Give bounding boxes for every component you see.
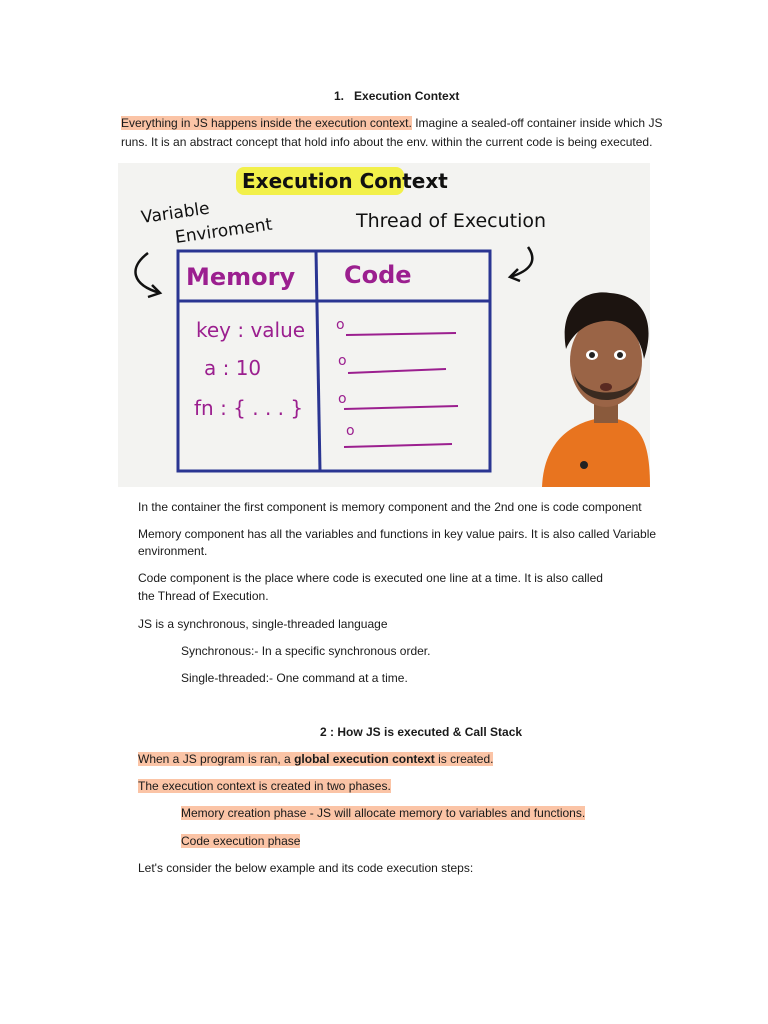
global-context-bold: global execution context (294, 752, 435, 766)
figure-title: Execution Context (242, 169, 448, 193)
intro-line-2: runs. It is an abstract concept that hold info about the env. within the current code is being executed. (121, 135, 653, 149)
paragraph-code-line-2: the Thread of Execution. (138, 589, 269, 603)
intro-rest: Imagine a sealed-off container inside which JS (411, 116, 663, 130)
thread-of-execution-label: Thread of Execution (356, 210, 547, 232)
figure-drawing (118, 163, 650, 487)
code-line-2 (348, 369, 446, 373)
memory-phase-text: Memory creation phase - JS will allocate memory to variables and functions. (181, 806, 586, 820)
variable-label: Variable (139, 198, 211, 228)
code-line-3 (344, 406, 458, 409)
presenter-image (542, 292, 650, 487)
paragraph-components: In the container the first component is memory component and the 2nd one is code component (138, 500, 642, 514)
code-bullet-2: o (338, 353, 347, 369)
paragraph-synchronous-def: Synchronous:- In a specific synchronous order. (181, 644, 431, 658)
code-column-header: Code (344, 261, 412, 289)
paragraph-synchronous-language: JS is a synchronous, single-threaded language (138, 617, 388, 631)
section-2-heading: 2 : How JS is executed & Call Stack (320, 725, 523, 739)
paragraph-memory-line-2: environment. (138, 544, 208, 558)
two-phases-line (138, 778, 391, 794)
global-context-pre: When a JS program is ran, a (138, 752, 295, 766)
two-phases-text: The execution context is created in two phases. (138, 779, 391, 793)
paragraph-code-line-1: Code component is the place where code is executed one line at a time. It is also called (138, 571, 603, 585)
code-phase-line (181, 833, 300, 849)
memory-item-a: a : 10 (204, 356, 262, 380)
code-phase-text: Code execution phase (181, 834, 301, 848)
section-1-title: Execution Context (354, 89, 460, 103)
paragraph-memory-line-1: Memory component has all the variables and functions in key value pairs. It is also called Variable (138, 527, 657, 541)
code-line-1 (346, 333, 456, 335)
execution-context-figure (118, 163, 650, 487)
code-bullet-3: o (338, 391, 347, 407)
code-line-4 (344, 444, 452, 447)
intro-highlight: Everything in JS happens inside the execution context. (121, 116, 412, 130)
memory-item-fn: fn : { . . . } (194, 396, 304, 420)
memory-phase-line (181, 805, 585, 821)
environment-label: Enviroment (173, 214, 274, 248)
intro-line-1 (121, 115, 662, 131)
memory-item-key-value: key : value (196, 318, 306, 342)
left-arrow (136, 253, 161, 293)
paragraph-single-threaded-def: Single-threaded:- One command at a time. (181, 671, 408, 685)
global-context-line (138, 751, 493, 767)
code-bullet-4: o (346, 423, 355, 439)
global-context-post: is created. (434, 752, 494, 766)
table-column-divider (316, 251, 320, 471)
section-1-number: 1. (334, 89, 345, 103)
section-1-heading (334, 89, 459, 103)
code-bullet-1: o (336, 317, 345, 333)
memory-column-header: Memory (186, 263, 296, 291)
example-intro-line: Let's consider the below example and its code execution steps: (138, 861, 474, 875)
